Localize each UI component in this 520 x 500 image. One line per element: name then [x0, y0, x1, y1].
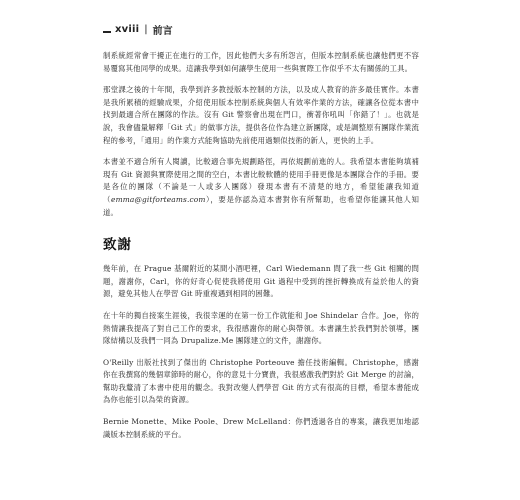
header-separator: | [144, 24, 148, 35]
contact-text-before: 本書並不適合所有人閱讀，比較適合事先規劃路徑，再依規劃前進的人。我希望本書能夠填補現有 Git 資源與實際使用之間的空白，本書比較軟體的使用手冊更像是本團隊合作的手冊。要是各位的團隊（不論是一人或多人團隊）發現本書有不清楚的地方，希望能讓我知道（ [103, 157, 419, 204]
page-number: xviii [115, 24, 140, 35]
intro-paragraph-1: 制系統經常會干擾正在進行的工作，因此他們大多有所怨言，但版本控制系統也讓他們更不容易覆寫其他同學的成果。這讓我學到如何讓學生使用一些與實際工作似乎不太有關係的工具。 [103, 51, 419, 73]
contact-text-after: ），要是你認為這本書對你有所幫助，也希望你能讓其他人知道。 [103, 194, 419, 217]
ack-paragraph-3: O'Reilly 出版社找到了傑出的 Christophe Porteouve 擔任技術編輯。Christophe，感謝你在我撰寫的幾個章節時的耐心，你的意見十分寶貴，我很感激我們對於 Git Merge 的討論，幫助我釐清了本書中使用的觀念。我對改變人們學習 Git 的方式有很高的目標，希望本書能成為你也能引以為榮的資源。 [103, 357, 419, 405]
contact-paragraph [103, 156, 419, 219]
ack-paragraph-1: 幾年前，在 Prague 基爾附近的某間小酒吧裡，Carl Wiedemann 問了我一些 Git 相關的問題，謝謝你，Carl，你的好奇心促使我將使用 Git 過程中受到的挫折轉換成有益於他人的資源，避免其他人在學習 Git 時重複遇到相同的困難。 [103, 264, 419, 299]
ack-paragraph-4: Bernie Monette、Mike Poole、Drew McLelland：你們透過各自的專案，讓我更加地認識版本控制系統的平台。 [103, 417, 419, 439]
intro-paragraph-2: 那堂課之後的十年間，我學到許多教授版本控制的方法，以及成人教育的許多最佳實作。本書是我所累積的經驗成果，介紹使用版本控制系統與個人有效率作業的方法，確讓各位從本書中找到最適合所在團隊的作法。沒有 Git 警察會出現在門口，衝著你吼叫「你錯了！」。也就是說，我會儘量解釋「Git 式」的做事方法，提供各位作為建立新團隊，或是調整原有團隊作業流程的參考，「通用」的作業方式能夠協助先前使用過類似技術的新人，更快的上手。 [103, 85, 419, 145]
email-address: emma@gitforteams.com [111, 194, 206, 204]
running-header [103, 22, 173, 37]
header-rule [103, 31, 111, 33]
header-section-title: 前言 [152, 26, 173, 37]
ack-paragraph-2: 在十年的獨自接案生涯後，我很幸運的在第一份工作就能和 Joe Shindelar 合作。Joe，你的熱情讓我提高了對自己工作的要求，我很感謝你的耐心與帶領。本書讓生於我們對於領導，團隊結構以及我們一同為 Drupalize.Me 團隊建立的文件，謝謝你。 [103, 310, 419, 346]
page-body [103, 50, 419, 450]
acknowledgments-heading: 致謝 [103, 237, 132, 254]
